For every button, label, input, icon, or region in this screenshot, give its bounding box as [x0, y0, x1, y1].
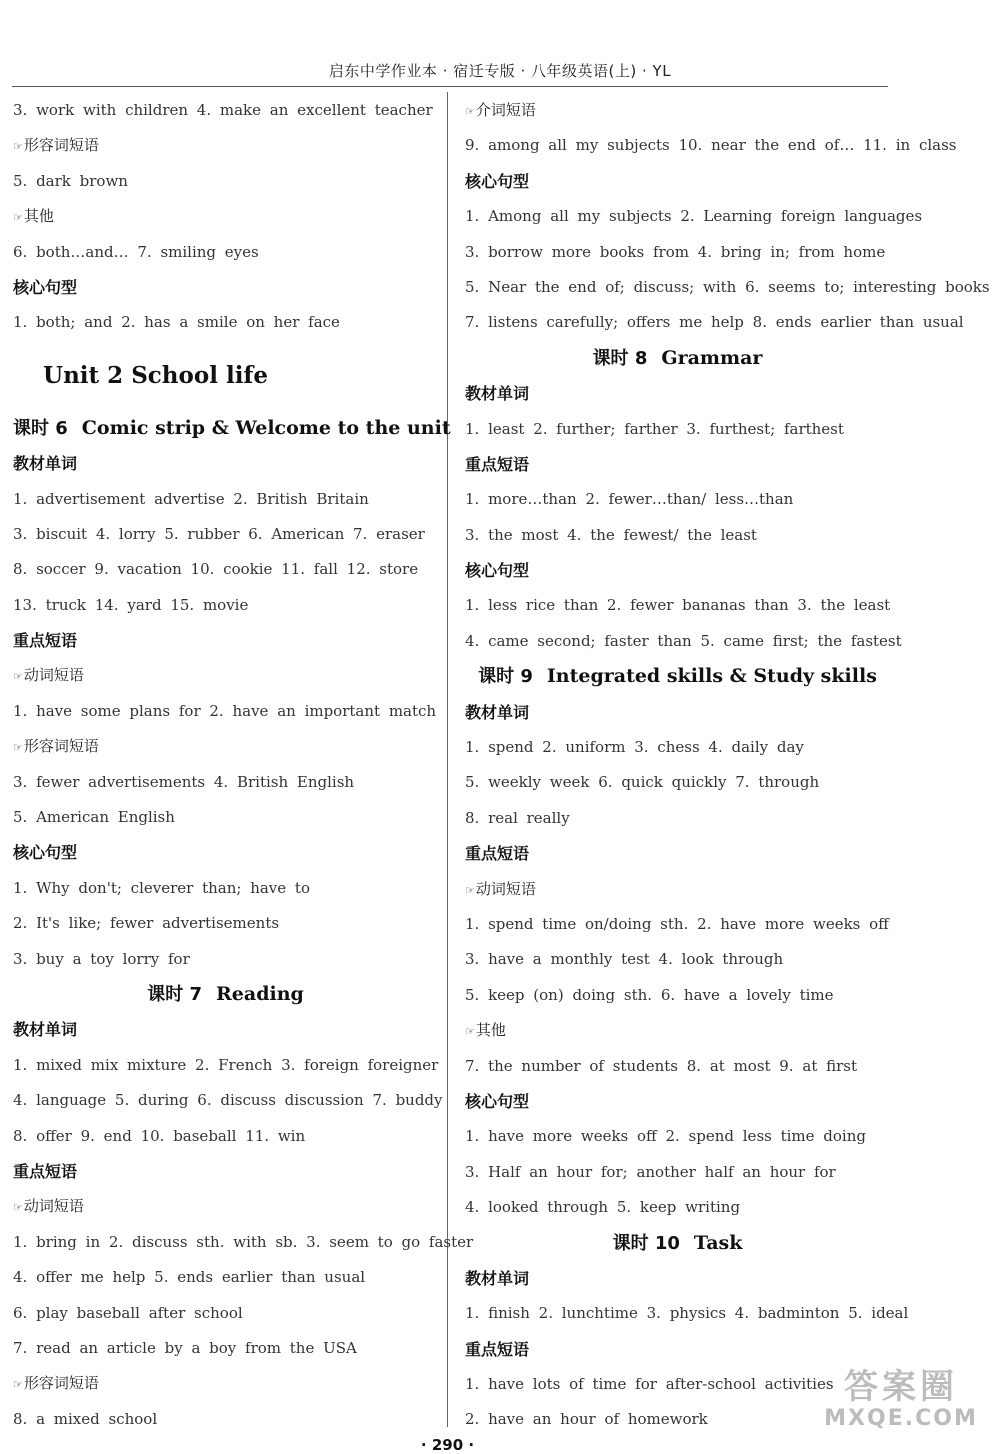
lesson-name: Comic strip & Welcome to the unit: [81, 416, 451, 439]
subsection-text: 介词短语: [475, 101, 536, 119]
answer-line: 3. biscuit 4. lorry 5. rubber 6. American 7. eraser: [13, 524, 425, 543]
answer-line: 1. have more weeks off 2. spend less time doing: [465, 1127, 866, 1146]
answer-line: 1. less rice than 2. fewer bananas than 3. the least: [465, 596, 891, 615]
subsection-text: 其他: [23, 207, 54, 226]
header-rule: [12, 86, 888, 87]
left-column: [13, 93, 474, 1437]
answer-line: 1. bring in 2. discuss sth. with sb. 3. seem to go faster: [13, 1232, 474, 1251]
answer-line: 5. keep (on) doing sth. 6. have a lovely time: [465, 985, 834, 1004]
answer-line: 1. least 2. further; farther 3. furthest; farthest: [465, 419, 844, 438]
subsection-label: [13, 1366, 438, 1401]
subsection-label: [465, 1013, 890, 1048]
section-heading: 重点短语: [13, 631, 78, 651]
section-heading: 核心句型: [465, 1091, 530, 1111]
answer-line: 7. listens carefully; offers me help 8. ends earlier than usual: [465, 313, 964, 332]
answer-line: 7. the number of students 8. at most 9. at first: [465, 1056, 858, 1075]
lesson-number: 课时 9: [478, 666, 533, 688]
pointing-hand-icon: ☞: [13, 1378, 22, 1392]
answer-line: 1. have lots of time for after-school activities: [465, 1375, 834, 1394]
section-heading: 核心句型: [465, 171, 530, 191]
section-heading: 核心句型: [13, 277, 78, 297]
lesson-title: [465, 659, 890, 694]
answer-line: 4. language 5. during 6. discuss discussion 7. buddy: [13, 1091, 443, 1110]
section-heading: 重点短语: [465, 454, 530, 474]
subsection-label: [13, 199, 438, 234]
answer-line: 1. Among all my subjects 2. Learning foreign languages: [465, 207, 923, 226]
answer-line: 3. have a monthly test 4. look through: [465, 950, 784, 969]
answer-line: 2. have an hour of homework: [465, 1410, 708, 1429]
answer-line: 3. buy a toy lorry for: [13, 949, 190, 968]
pointing-hand-icon: ☞: [13, 741, 22, 755]
subsection-label: [13, 1189, 438, 1224]
pointing-hand-icon: ☞: [13, 211, 22, 225]
answer-line: 4. looked through 5. keep writing: [465, 1198, 741, 1217]
answer-line: 3. borrow more books from 4. bring in; from home: [465, 242, 886, 261]
answer-line: 1. spend 2. uniform 3. chess 4. daily day: [465, 738, 804, 757]
section-heading: 核心句型: [13, 843, 78, 863]
answer-line: 9. among all my subjects 10. near the end of… 11. in class: [465, 136, 957, 155]
lesson-name: Task: [693, 1231, 743, 1254]
answer-line: 1. spend time on/doing sth. 2. have more weeks off: [465, 914, 889, 933]
page-number: · 290 ·: [420, 1436, 475, 1454]
watermark-bottom: MXQE.COM: [824, 1406, 978, 1431]
lesson-title: [465, 1226, 890, 1261]
answer-line: 8. a mixed school: [13, 1409, 158, 1428]
pointing-hand-icon: ☞: [465, 1025, 474, 1039]
pointing-hand-icon: ☞: [13, 140, 22, 154]
answer-line: 5. weekly week 6. quick quickly 7. through: [465, 773, 820, 792]
section-heading: 重点短语: [465, 1339, 530, 1359]
subsection-text: 动词短语: [475, 879, 536, 898]
answer-line: 1. both; and 2. has a smile on her face: [13, 313, 340, 332]
answer-line: 1. more…than 2. fewer…than/ less…than: [465, 490, 794, 509]
lesson-number: 课时 10: [612, 1232, 680, 1254]
pointing-hand-icon: ☞: [13, 1201, 22, 1215]
answer-line: 7. read an article by a boy from the USA: [13, 1338, 357, 1357]
pointing-hand-icon: ☞: [465, 105, 474, 118]
lesson-name: Reading: [216, 982, 304, 1005]
section-heading: 教材单词: [13, 454, 78, 474]
section-heading: 教材单词: [465, 1268, 530, 1288]
column-divider: [447, 92, 448, 1427]
lesson-title: [13, 977, 438, 1012]
answer-line: 4. came second; faster than 5. came first; the fastest: [465, 631, 902, 650]
lesson-name: Integrated skills & Study skills: [546, 665, 877, 688]
pointing-hand-icon: ☞: [465, 883, 474, 897]
answer-line: 4. offer me help 5. ends earlier than usual: [13, 1268, 366, 1287]
answer-line: 1. advertisement advertise 2. British Britain: [13, 489, 369, 508]
page-header: 启东中学作业本 · 宿迁专版 · 八年级英语(上) · YL: [328, 62, 672, 80]
answer-line: 6. play baseball after school: [13, 1303, 243, 1322]
watermark-top: 答案圈: [844, 1367, 958, 1407]
lesson-name: Grammar: [661, 346, 763, 369]
answer-line: 6. both…and… 7. smiling eyes: [13, 242, 259, 261]
answer-line: 3. fewer advertisements 4. British English: [13, 772, 355, 791]
answer-line: 1. Why don't; cleverer than; have to: [13, 878, 310, 897]
subsection-text: 形容词短语: [23, 737, 99, 756]
lesson-title: [465, 341, 890, 376]
answer-line: 1. finish 2. lunchtime 3. physics 4. badminton 5. ideal: [465, 1304, 909, 1323]
subsection-label: [465, 872, 890, 907]
section-heading: 重点短语: [13, 1161, 78, 1181]
section-heading: 核心句型: [465, 561, 530, 581]
pointing-hand-icon: ☞: [13, 670, 22, 684]
answer-line: 2. It's like; fewer advertisements: [13, 914, 280, 933]
answer-line: 8. real really: [465, 808, 570, 827]
answer-line: 8. offer 9. end 10. baseball 11. win: [13, 1126, 306, 1145]
unit-title: Unit 2 School life: [43, 361, 268, 389]
subsection-text: 形容词短语: [23, 136, 99, 155]
lesson-number: 课时 6: [13, 417, 68, 439]
answer-line: 3. work with children 4. make an excellent teacher: [13, 101, 433, 119]
section-heading: 教材单词: [465, 384, 530, 404]
answer-line: 5. dark brown: [13, 171, 128, 190]
answer-line: 5. Near the end of; discuss; with 6. seems to; interesting books: [465, 277, 990, 296]
subsection-text: 动词短语: [23, 666, 84, 685]
subsection-text: 动词短语: [23, 1197, 84, 1216]
section-heading: 教材单词: [465, 702, 530, 722]
subsection-label: [465, 93, 890, 128]
subsection-label: [13, 658, 438, 693]
lesson-number: 课时 8: [592, 347, 648, 369]
lesson-title: [13, 411, 451, 446]
subsection-text: 形容词短语: [23, 1374, 99, 1393]
subsection-label: [13, 729, 438, 764]
subsection-text: 其他: [475, 1021, 506, 1040]
answer-line: 13. truck 14. yard 15. movie: [13, 595, 249, 614]
subsection-label: [13, 128, 438, 163]
answer-line: 1. mixed mix mixture 2. French 3. foreign foreigner: [13, 1055, 439, 1074]
answer-line: 5. American English: [13, 808, 175, 827]
section-heading: 重点短语: [465, 844, 530, 864]
lesson-number: 课时 7: [147, 983, 202, 1005]
section-heading: 教材单词: [13, 1020, 78, 1040]
answer-line: 1. have some plans for 2. have an important match: [13, 701, 437, 720]
answer-line: 3. the most 4. the fewest/ the least: [465, 525, 757, 544]
answer-line: 3. Half an hour for; another half an hour for: [465, 1162, 836, 1181]
answer-line: 8. soccer 9. vacation 10. cookie 11. fall 12. store: [13, 560, 419, 579]
watermark-logo: [816, 1367, 986, 1437]
